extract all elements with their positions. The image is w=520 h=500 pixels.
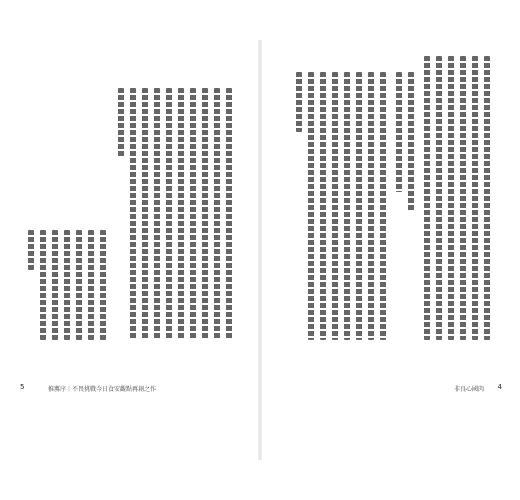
text-column bbox=[408, 72, 414, 212]
text-column bbox=[396, 72, 402, 192]
text-column bbox=[178, 88, 184, 340]
text-column bbox=[76, 230, 82, 340]
text-column bbox=[202, 88, 208, 340]
text-column bbox=[308, 72, 314, 340]
text-column bbox=[332, 72, 338, 340]
text-column bbox=[448, 56, 454, 340]
text-column bbox=[142, 88, 148, 340]
text-column bbox=[484, 56, 490, 340]
text-column bbox=[64, 230, 70, 340]
right-page bbox=[262, 0, 520, 500]
right-running-header: 非良心國肉 bbox=[453, 386, 484, 393]
text-column bbox=[190, 88, 196, 340]
right-page-number: 4 bbox=[497, 383, 502, 391]
text-column bbox=[154, 88, 160, 340]
text-column bbox=[380, 72, 386, 340]
text-column bbox=[296, 72, 302, 132]
text-column bbox=[356, 72, 362, 340]
text-column bbox=[130, 88, 136, 340]
text-column bbox=[118, 88, 124, 158]
text-column bbox=[40, 230, 46, 340]
left-page-text-columns bbox=[0, 0, 258, 500]
text-column bbox=[368, 72, 374, 340]
text-column bbox=[424, 56, 430, 340]
text-column bbox=[226, 88, 232, 340]
text-column bbox=[460, 56, 466, 340]
text-column bbox=[320, 72, 326, 340]
left-running-header: 推薦序｜不畏挑戰今日食安觀點再創之作 bbox=[48, 386, 157, 393]
text-column bbox=[214, 88, 220, 340]
text-column bbox=[88, 230, 94, 340]
text-column bbox=[28, 230, 34, 270]
text-column bbox=[166, 88, 172, 340]
left-page bbox=[0, 0, 258, 500]
left-page-number: 5 bbox=[20, 383, 25, 391]
text-column bbox=[436, 56, 442, 340]
text-column bbox=[100, 230, 106, 340]
text-column bbox=[52, 230, 58, 340]
text-column bbox=[344, 72, 350, 340]
right-page-text-columns bbox=[262, 0, 520, 500]
text-column bbox=[472, 56, 478, 340]
